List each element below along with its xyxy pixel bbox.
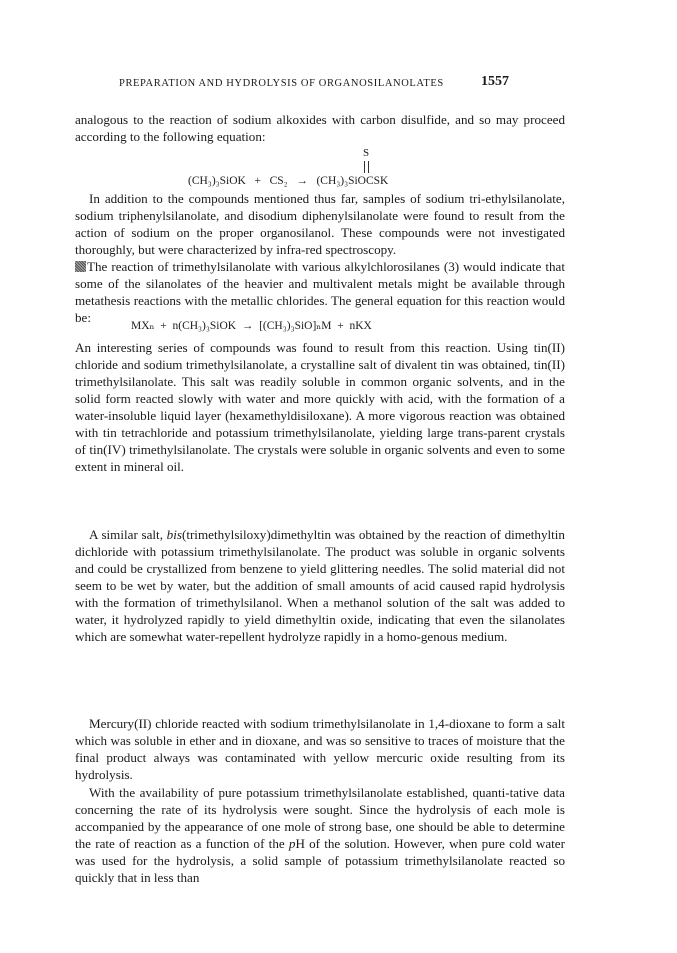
equation-1-plus: +	[254, 175, 261, 187]
page-number: 1557	[481, 74, 509, 89]
paragraph-5	[75, 526, 565, 645]
running-title: PREPARATION AND HYDROLYSIS OF ORGANOSILANOLATES	[119, 78, 444, 89]
paragraph-7	[75, 784, 565, 886]
paragraph-5-lead: A similar salt,	[89, 527, 167, 542]
equation-1-reactant: (CH₃)₃SiOK	[188, 175, 246, 187]
paragraph-7-italic: p	[288, 836, 296, 852]
paragraph-4: An interesting series of compounds was found to result from this reaction. Using tin(II) chloride and sodium trimethylsilanolate, a crystalline salt of divalent tin was obtained, tin(II) trimethylsilanolate. This salt was readily soluble in common organic solvents, and in the solid form reacted slowly with water and more quickly with acid, with the formation of a water-insoluble liquid layer (hexamethyldisiloxane). A more vigorous reaction was obtained with tin tetrachloride and potassium trimethylsilanolate, yielding large trans-parent crystals of tin(IV) trimethylsilanolate. The crystals were soluble in organic solvents and even to some extent in mineral oil.	[75, 340, 565, 475]
paragraph-7-lead: With the availability of pure potassium trimethylsilanolate established, quanti-tative data concerning the rate of its hydrolysis were sought. Since the hydrolysis of each mole is accompanied by the appearance of one mole of strong base, one should be able to determine the rate of reaction as a function of the	[75, 785, 565, 852]
paragraph-5-italic: bis	[166, 527, 182, 542]
equation-1-sulfur: S	[363, 147, 370, 159]
paragraph-3-text: The reaction of trimethylsilanolate with various alkylchlorosilanes (3) would indicate that some of the silanolates of the heavier and multivalent metals might be available through metathesis reactions with the metallic chlorides. The general equation for this reaction would be:	[75, 259, 565, 326]
scan-smudge-mark	[75, 261, 86, 272]
paragraph-2: In addition to the compounds mentioned thus far, samples of sodium tri-ethylsilanolate, sodium triphenylsilanolate, and disodium diphenylsilanolate were found to result from the action of sodium on the proper organosilanol. These compounds were not investigated thoroughly, but were characterized by infra-red spectroscopy.	[75, 191, 565, 258]
paragraph-7-rest: H of the solution. However, when pure cold water was used for the hydrolysis, a solid sample of potassium trimethylsilanolate reacted so quickly that in less than	[75, 836, 565, 886]
paragraph-3	[75, 258, 565, 326]
paragraph-5-rest: (trimethylsiloxy)dimethyltin was obtained by the reaction of dimethyltin dichloride with potassium trimethylsilanolate. The product was soluble in organic solvents and could be crystallized from benzene to yield glittering needles. The solid material did not seem to be wet by water, but the addition of small amounts of acid caused rapid hydrolysis with the formation of trimethylsilanol. When a methanol solution of the salt was added to water, it hydrolyzed rapidly to yield dimethyltin oxide, indicating that even the silanolates which are somewhat water-repellent hydrolyze rapidly in a homo-genous medium.	[75, 527, 565, 645]
equation-1-arrow: →	[296, 175, 308, 187]
equation-1-reactant-2: CS₂	[269, 175, 288, 187]
equation-1-product: (CH₃)₃SiOCSK	[316, 175, 389, 187]
paragraph-6: Mercury(II) chloride reacted with sodium trimethylsilanolate in 1,4-dioxane to form a salt which was soluble in ether and in dioxane, and was so sensitive to traces of moisture that the final product always was contaminated with yellow mercuric oxide resulting from its hydrolysis.	[75, 716, 565, 783]
double-bond-mark	[364, 161, 369, 173]
equation-1	[188, 175, 388, 187]
equation-2: MXₙ + n(CH₃)₃SiOK → [(CH₃)₃SiO]ₙM + nKX	[131, 320, 372, 332]
paragraph-1: analogous to the reaction of sodium alkoxides with carbon disulfide, and so may proceed according to the following equation:	[75, 112, 565, 145]
